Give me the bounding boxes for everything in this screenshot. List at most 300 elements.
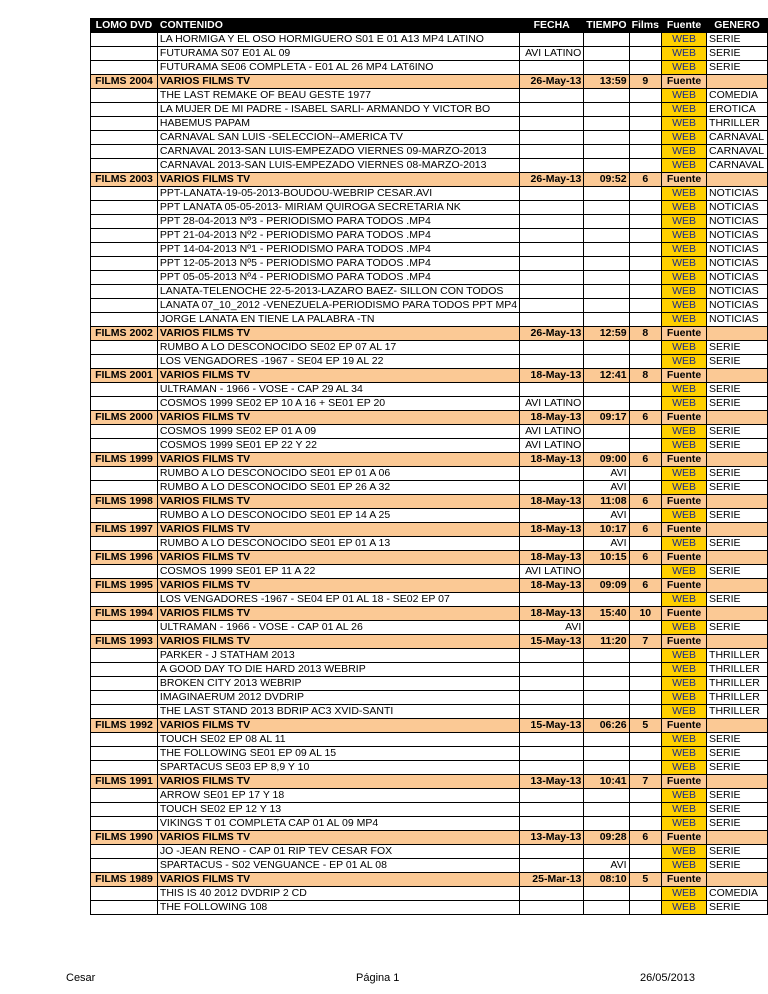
cell-films — [629, 859, 661, 873]
cell-films — [629, 201, 661, 215]
table-row — [91, 243, 768, 257]
cell-contenido: PARKER - J STATHAM 2013 — [157, 649, 519, 663]
cell-genero: SERIE — [707, 355, 768, 369]
cell-genero — [707, 635, 768, 649]
cell-lomo: FILMS 1993 — [91, 635, 158, 649]
cell-fuente: WEB — [662, 425, 707, 439]
cell-fuente: WEB — [662, 89, 707, 103]
header-lomo: LOMO DVD — [91, 19, 158, 33]
cell-tiempo — [584, 691, 629, 705]
table-row — [91, 747, 768, 761]
group-row — [91, 453, 768, 467]
cell-genero: SERIE — [707, 33, 768, 47]
cell-tiempo: 06:26 — [584, 719, 629, 733]
cell-contenido: PPT 28-04-2013 Nº3 - PERIODISMO PARA TODOS .MP4 — [157, 215, 519, 229]
cell-films: 6 — [629, 579, 661, 593]
cell-fuente: WEB — [662, 649, 707, 663]
cell-fuente: WEB — [662, 383, 707, 397]
cell-contenido: JORGE LANATA EN TIENE LA PALABRA -TN — [157, 313, 519, 327]
cell-genero: SERIE — [707, 341, 768, 355]
table-row — [91, 789, 768, 803]
cell-fuente: WEB — [662, 215, 707, 229]
table-row — [91, 845, 768, 859]
cell-fuente: WEB — [662, 845, 707, 859]
cell-contenido: VARIOS FILMS TV — [157, 75, 519, 89]
cell-tiempo — [584, 299, 629, 313]
cell-fecha: 18-May-13 — [520, 453, 584, 467]
cell-fuente: WEB — [662, 439, 707, 453]
header-tiempo: TIEMPO — [584, 19, 629, 33]
table-row — [91, 355, 768, 369]
cell-contenido: VARIOS FILMS TV — [157, 327, 519, 341]
cell-genero: CARNAVAL — [707, 159, 768, 173]
cell-films: 5 — [629, 873, 661, 887]
cell-contenido: COSMOS 1999 SE01 EP 22 Y 22 — [157, 439, 519, 453]
cell-lomo — [91, 663, 158, 677]
cell-lomo — [91, 159, 158, 173]
cell-lomo — [91, 901, 158, 915]
cell-contenido: THIS IS 40 2012 DVDRIP 2 CD — [157, 887, 519, 901]
cell-fecha — [520, 901, 584, 915]
cell-fuente: WEB — [662, 565, 707, 579]
cell-lomo — [91, 285, 158, 299]
cell-genero: SERIE — [707, 425, 768, 439]
cell-contenido: IMAGINAERUM 2012 DVDRIP — [157, 691, 519, 705]
cell-lomo — [91, 481, 158, 495]
cell-lomo: FILMS 1990 — [91, 831, 158, 845]
cell-fecha — [520, 89, 584, 103]
cell-contenido: PPT 12-05-2013 Nº5 - PERIODISMO PARA TODOS .MP4 — [157, 257, 519, 271]
cell-contenido: HABEMUS PAPAM — [157, 117, 519, 131]
cell-lomo — [91, 887, 158, 901]
cell-lomo: FILMS 1996 — [91, 551, 158, 565]
cell-fuente: Fuente — [662, 551, 707, 565]
group-row — [91, 495, 768, 509]
table-row — [91, 47, 768, 61]
cell-fecha — [520, 509, 584, 523]
cell-tiempo — [584, 761, 629, 775]
cell-genero: SERIE — [707, 593, 768, 607]
cell-fecha — [520, 705, 584, 719]
cell-genero: NOTICIAS — [707, 257, 768, 271]
cell-tiempo — [584, 355, 629, 369]
cell-fuente: WEB — [662, 47, 707, 61]
cell-contenido: VARIOS FILMS TV — [157, 873, 519, 887]
cell-lomo: FILMS 2004 — [91, 75, 158, 89]
table-row — [91, 705, 768, 719]
cell-tiempo — [584, 649, 629, 663]
cell-films — [629, 817, 661, 831]
table-row — [91, 901, 768, 915]
cell-fecha — [520, 299, 584, 313]
cell-lomo: FILMS 1999 — [91, 453, 158, 467]
table-row — [91, 383, 768, 397]
cell-fecha — [520, 817, 584, 831]
cell-contenido: ARROW SE01 EP 17 Y 18 — [157, 789, 519, 803]
table-row — [91, 593, 768, 607]
cell-fecha: AVI LATINO — [520, 565, 584, 579]
cell-lomo: FILMS 2002 — [91, 327, 158, 341]
cell-contenido: JO -JEAN RENO - CAP 01 RIP TEV CESAR FOX — [157, 845, 519, 859]
cell-lomo — [91, 201, 158, 215]
cell-contenido: COSMOS 1999 SE01 EP 11 A 22 — [157, 565, 519, 579]
cell-lomo — [91, 649, 158, 663]
cell-lomo — [91, 215, 158, 229]
cell-tiempo — [584, 187, 629, 201]
table-row — [91, 201, 768, 215]
cell-films — [629, 621, 661, 635]
header-fecha: FECHA — [520, 19, 584, 33]
cell-contenido: LANATA 07_10_2012 -VENEZUELA-PERIODISMO PARA TODOS PPT MP4 — [157, 299, 519, 313]
cell-tiempo: AVI — [584, 509, 629, 523]
cell-tiempo: 15:40 — [584, 607, 629, 621]
table-row — [91, 425, 768, 439]
cell-tiempo — [584, 271, 629, 285]
cell-fecha: 18-May-13 — [520, 551, 584, 565]
cell-contenido: THE FOLLOWING 108 — [157, 901, 519, 915]
cell-fecha: AVI — [520, 621, 584, 635]
cell-lomo — [91, 691, 158, 705]
cell-films — [629, 789, 661, 803]
cell-films — [629, 131, 661, 145]
group-row — [91, 635, 768, 649]
cell-films: 6 — [629, 551, 661, 565]
cell-fuente: WEB — [662, 481, 707, 495]
cell-tiempo — [584, 215, 629, 229]
cell-contenido: VARIOS FILMS TV — [157, 831, 519, 845]
cell-genero: SERIE — [707, 439, 768, 453]
cell-genero: THRILLER — [707, 691, 768, 705]
cell-tiempo — [584, 159, 629, 173]
cell-tiempo — [584, 803, 629, 817]
cell-contenido: VARIOS FILMS TV — [157, 453, 519, 467]
cell-tiempo: 13:59 — [584, 75, 629, 89]
footer-date: 26/05/2013 — [640, 972, 696, 984]
cell-contenido: VARIOS FILMS TV — [157, 635, 519, 649]
cell-fuente: Fuente — [662, 719, 707, 733]
cell-films — [629, 425, 661, 439]
cell-films — [629, 845, 661, 859]
cell-contenido: PPT-LANATA-19-05-2013-BOUDOU-WEBRIP CESAR.AVI — [157, 187, 519, 201]
cell-tiempo — [584, 117, 629, 131]
cell-tiempo: 09:17 — [584, 411, 629, 425]
cell-contenido: LA MUJER DE MI PADRE - ISABEL SARLI- ARMANDO Y VICTOR BO — [157, 103, 519, 117]
cell-lomo — [91, 439, 158, 453]
cell-genero — [707, 523, 768, 537]
cell-genero: THRILLER — [707, 117, 768, 131]
cell-lomo — [91, 257, 158, 271]
cell-films — [629, 285, 661, 299]
cell-fecha: 13-May-13 — [520, 831, 584, 845]
cell-films: 6 — [629, 453, 661, 467]
cell-fuente: WEB — [662, 621, 707, 635]
table-row — [91, 649, 768, 663]
cell-contenido: RUMBO A LO DESCONOCIDO SE01 EP 26 A 32 — [157, 481, 519, 495]
cell-fecha — [520, 663, 584, 677]
cell-fecha — [520, 747, 584, 761]
cell-contenido: PPT 21-04-2013 Nº2 - PERIODISMO PARA TODOS .MP4 — [157, 229, 519, 243]
cell-films: 6 — [629, 523, 661, 537]
cell-tiempo — [584, 229, 629, 243]
cell-tiempo — [584, 747, 629, 761]
cell-genero — [707, 579, 768, 593]
cell-lomo — [91, 761, 158, 775]
group-row — [91, 719, 768, 733]
table-row — [91, 467, 768, 481]
cell-fecha — [520, 229, 584, 243]
cell-fecha: 25-Mar-13 — [520, 873, 584, 887]
group-row — [91, 775, 768, 789]
cell-genero: NOTICIAS — [707, 201, 768, 215]
group-row — [91, 551, 768, 565]
cell-tiempo — [584, 243, 629, 257]
cell-contenido: FUTURAMA SE06 COMPLETA - E01 AL 26 MP4 LAT6INO — [157, 61, 519, 75]
cell-fuente: WEB — [662, 691, 707, 705]
cell-contenido: LOS VENGADORES -1967 - SE04 EP 01 AL 18 - SE02 EP 07 — [157, 593, 519, 607]
cell-lomo — [91, 397, 158, 411]
cell-lomo — [91, 537, 158, 551]
cell-genero: SERIE — [707, 859, 768, 873]
cell-tiempo — [584, 439, 629, 453]
cell-tiempo — [584, 901, 629, 915]
cell-fuente: WEB — [662, 61, 707, 75]
cell-contenido: SPARTACUS - S02 VENGUANCE - EP 01 AL 08 — [157, 859, 519, 873]
cell-fecha — [520, 845, 584, 859]
cell-fecha — [520, 61, 584, 75]
cell-contenido: RUMBO A LO DESCONOCIDO SE02 EP 07 AL 17 — [157, 341, 519, 355]
cell-genero: COMEDIA — [707, 89, 768, 103]
cell-tiempo: 09:52 — [584, 173, 629, 187]
cell-films: 8 — [629, 369, 661, 383]
cell-fuente: WEB — [662, 33, 707, 47]
cell-films: 6 — [629, 173, 661, 187]
header-contenido: CONTENIDO — [157, 19, 519, 33]
table-row — [91, 313, 768, 327]
header-films: Films — [629, 19, 661, 33]
cell-lomo — [91, 103, 158, 117]
cell-fecha: AVI LATINO — [520, 425, 584, 439]
cell-tiempo — [584, 131, 629, 145]
cell-tiempo: AVI — [584, 467, 629, 481]
cell-genero — [707, 831, 768, 845]
table-row — [91, 61, 768, 75]
cell-genero: SERIE — [707, 789, 768, 803]
cell-fecha — [520, 201, 584, 215]
table-row — [91, 803, 768, 817]
cell-fuente: WEB — [662, 187, 707, 201]
cell-contenido: PPT LANATA 05-05-2013- MIRIAM QUIROGA SECRETARIA NK — [157, 201, 519, 215]
cell-tiempo: AVI — [584, 481, 629, 495]
cell-films: 5 — [629, 719, 661, 733]
cell-tiempo — [584, 663, 629, 677]
cell-fuente: WEB — [662, 341, 707, 355]
cell-contenido: CARNAVAL 2013-SAN LUIS-EMPEZADO VIERNES 08-MARZO-2013 — [157, 159, 519, 173]
cell-tiempo — [584, 89, 629, 103]
cell-fuente: WEB — [662, 145, 707, 159]
cell-fuente: WEB — [662, 901, 707, 915]
cell-films — [629, 901, 661, 915]
cell-fuente: WEB — [662, 593, 707, 607]
cell-films: 6 — [629, 411, 661, 425]
cell-films: 7 — [629, 635, 661, 649]
cell-films — [629, 537, 661, 551]
cell-fuente: Fuente — [662, 831, 707, 845]
cell-fuente: WEB — [662, 705, 707, 719]
cell-contenido: FUTURAMA S07 E01 AL 09 — [157, 47, 519, 61]
cell-contenido: VARIOS FILMS TV — [157, 551, 519, 565]
cell-fecha — [520, 383, 584, 397]
cell-tiempo: 10:17 — [584, 523, 629, 537]
table-row — [91, 761, 768, 775]
cell-tiempo — [584, 397, 629, 411]
cell-contenido: RUMBO A LO DESCONOCIDO SE01 EP 14 A 25 — [157, 509, 519, 523]
cell-lomo — [91, 467, 158, 481]
cell-fecha — [520, 691, 584, 705]
cell-lomo: FILMS 1994 — [91, 607, 158, 621]
table-row — [91, 397, 768, 411]
table-row — [91, 537, 768, 551]
cell-tiempo — [584, 565, 629, 579]
cell-fecha — [520, 187, 584, 201]
cell-lomo — [91, 299, 158, 313]
cell-fuente: Fuente — [662, 775, 707, 789]
cell-lomo — [91, 145, 158, 159]
header-genero: GENERO — [707, 19, 768, 33]
cell-contenido: LOS VENGADORES -1967 - SE04 EP 19 AL 22 — [157, 355, 519, 369]
cell-tiempo — [584, 145, 629, 159]
header-fuente: Fuente — [662, 19, 707, 33]
cell-fuente: WEB — [662, 397, 707, 411]
cell-contenido: VARIOS FILMS TV — [157, 775, 519, 789]
cell-lomo: FILMS 2000 — [91, 411, 158, 425]
cell-contenido: PPT 05-05-2013 Nº4 - PERIODISMO PARA TODOS .MP4 — [157, 271, 519, 285]
cell-films — [629, 747, 661, 761]
cell-films — [629, 691, 661, 705]
cell-contenido: COSMOS 1999 SE02 EP 10 A 16 + SE01 EP 20 — [157, 397, 519, 411]
cell-fecha — [520, 789, 584, 803]
cell-films: 6 — [629, 831, 661, 845]
cell-films — [629, 761, 661, 775]
cell-films: 7 — [629, 775, 661, 789]
cell-films — [629, 117, 661, 131]
table-row — [91, 887, 768, 901]
cell-fuente: WEB — [662, 299, 707, 313]
table-row — [91, 565, 768, 579]
cell-films — [629, 663, 661, 677]
cell-films — [629, 313, 661, 327]
cell-films — [629, 229, 661, 243]
cell-genero — [707, 75, 768, 89]
cell-fecha: 26-May-13 — [520, 75, 584, 89]
cell-contenido: VARIOS FILMS TV — [157, 173, 519, 187]
inventory-table — [90, 18, 768, 915]
cell-fecha: 13-May-13 — [520, 775, 584, 789]
cell-tiempo: 10:41 — [584, 775, 629, 789]
table-row — [91, 817, 768, 831]
cell-tiempo: 09:00 — [584, 453, 629, 467]
cell-fecha — [520, 215, 584, 229]
cell-tiempo — [584, 313, 629, 327]
cell-fecha — [520, 341, 584, 355]
table-row — [91, 691, 768, 705]
cell-films — [629, 509, 661, 523]
cell-contenido: CARNAVAL SAN LUIS -SELECCION--AMERICA TV — [157, 131, 519, 145]
cell-fecha: 18-May-13 — [520, 523, 584, 537]
table-row — [91, 439, 768, 453]
cell-films — [629, 467, 661, 481]
cell-contenido: ULTRAMAN - 1966 - VOSE - CAP 01 AL 26 — [157, 621, 519, 635]
table-row — [91, 89, 768, 103]
cell-fecha — [520, 243, 584, 257]
table-row — [91, 341, 768, 355]
table-row — [91, 215, 768, 229]
cell-lomo — [91, 509, 158, 523]
cell-fecha: 18-May-13 — [520, 607, 584, 621]
cell-genero: SERIE — [707, 621, 768, 635]
cell-genero: NOTICIAS — [707, 215, 768, 229]
cell-contenido: TOUCH SE02 EP 08 AL 11 — [157, 733, 519, 747]
cell-fuente: Fuente — [662, 173, 707, 187]
cell-genero — [707, 775, 768, 789]
cell-tiempo — [584, 103, 629, 117]
cell-fuente: WEB — [662, 467, 707, 481]
group-row — [91, 579, 768, 593]
cell-fuente: WEB — [662, 663, 707, 677]
cell-lomo — [91, 789, 158, 803]
cell-genero: NOTICIAS — [707, 229, 768, 243]
cell-contenido: VARIOS FILMS TV — [157, 495, 519, 509]
cell-genero — [707, 453, 768, 467]
cell-lomo — [91, 271, 158, 285]
cell-fecha — [520, 285, 584, 299]
cell-genero: THRILLER — [707, 677, 768, 691]
cell-contenido: VARIOS FILMS TV — [157, 369, 519, 383]
cell-tiempo — [584, 201, 629, 215]
table-row — [91, 187, 768, 201]
cell-genero: NOTICIAS — [707, 299, 768, 313]
group-row — [91, 873, 768, 887]
cell-tiempo: 12:41 — [584, 369, 629, 383]
cell-films — [629, 355, 661, 369]
cell-fecha — [520, 733, 584, 747]
cell-contenido: COSMOS 1999 SE02 EP 01 A 09 — [157, 425, 519, 439]
cell-films — [629, 243, 661, 257]
cell-lomo — [91, 313, 158, 327]
cell-genero: SERIE — [707, 509, 768, 523]
cell-lomo: FILMS 1998 — [91, 495, 158, 509]
cell-genero: SERIE — [707, 761, 768, 775]
group-row — [91, 327, 768, 341]
cell-fuente: WEB — [662, 761, 707, 775]
cell-films — [629, 215, 661, 229]
cell-fuente: Fuente — [662, 75, 707, 89]
cell-fecha — [520, 257, 584, 271]
cell-genero: SERIE — [707, 383, 768, 397]
cell-contenido: LANATA-TELENOCHE 22-5-2013-LAZARO BAEZ- SILLON CON TODOS — [157, 285, 519, 299]
cell-fuente: Fuente — [662, 635, 707, 649]
cell-lomo — [91, 593, 158, 607]
table-row — [91, 117, 768, 131]
cell-fuente: WEB — [662, 747, 707, 761]
cell-films — [629, 383, 661, 397]
cell-films — [629, 565, 661, 579]
table-row — [91, 271, 768, 285]
cell-contenido: RUMBO A LO DESCONOCIDO SE01 EP 01 A 06 — [157, 467, 519, 481]
cell-genero — [707, 173, 768, 187]
cell-films — [629, 89, 661, 103]
cell-tiempo — [584, 887, 629, 901]
table-row — [91, 145, 768, 159]
